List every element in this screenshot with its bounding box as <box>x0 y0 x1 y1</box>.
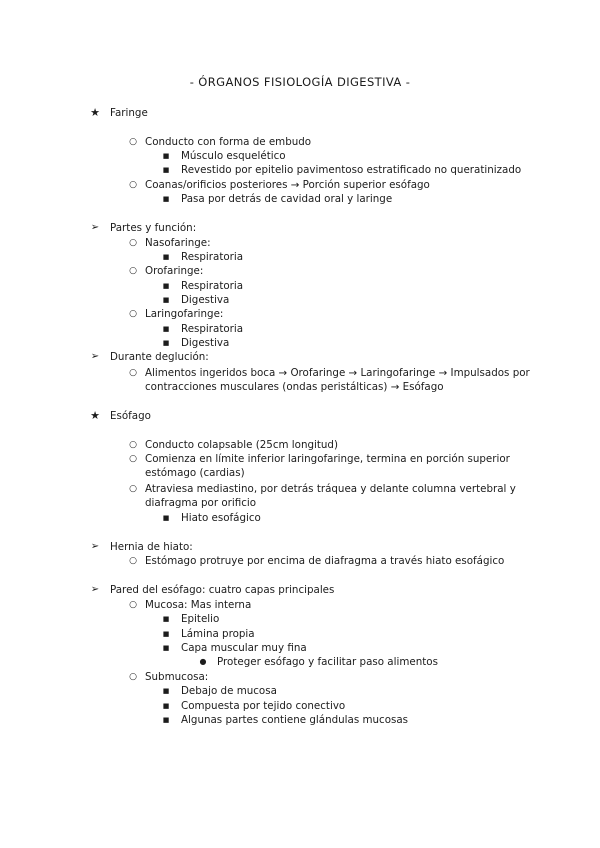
circle-bullet-icon: ○ <box>129 556 137 566</box>
circle-bullet-icon: ○ <box>129 309 137 319</box>
circle-bullet-icon: ○ <box>129 368 137 378</box>
square-bullet-icon: ■ <box>162 716 170 724</box>
square-bullet-icon: ■ <box>162 339 170 347</box>
square-bullet-icon: ■ <box>162 644 170 652</box>
list-item: Estómago protruye por encima de diafragma a través hiato esofágico <box>145 555 505 567</box>
list-item: Músculo esquelético <box>181 150 286 162</box>
circle-bullet-icon: ○ <box>129 137 137 147</box>
square-bullet-icon: ■ <box>162 296 170 304</box>
section-heading-esofago: Esófago <box>110 410 151 422</box>
arrow-bullet-icon: ➢ <box>90 222 100 233</box>
square-bullet-icon: ■ <box>162 514 170 522</box>
list-item: Mucosa: Mas interna <box>145 599 252 611</box>
list-item: Atraviesa mediastino, por detrás tráquea y delante columna vertebral y <box>145 483 516 495</box>
list-item: Epitelio <box>181 613 220 625</box>
star-bullet-icon: ★ <box>90 106 100 119</box>
arrow-bullet-icon: ➢ <box>90 584 100 595</box>
list-item-continuation: diafragma por orificio <box>145 497 257 509</box>
circle-bullet-icon: ○ <box>129 238 137 248</box>
list-item: Debajo de mucosa <box>181 685 277 697</box>
dot-bullet-icon: ● <box>199 657 207 666</box>
circle-bullet-icon: ○ <box>129 180 137 190</box>
circle-bullet-icon: ○ <box>129 440 137 450</box>
square-bullet-icon: ■ <box>162 253 170 261</box>
list-item: Revestido por epitelio pavimentoso estratificado no queratinizado <box>181 164 522 176</box>
list-item: Respiratoria <box>181 251 244 263</box>
arrow-bullet-icon: ➢ <box>90 351 100 362</box>
list-item: Coanas/orificios posteriores → Porción superior esófago <box>145 179 430 191</box>
list-item: Proteger esófago y facilitar paso alimentos <box>217 656 438 668</box>
square-bullet-icon: ■ <box>162 152 170 160</box>
square-bullet-icon: ■ <box>162 325 170 333</box>
list-item: Submucosa: <box>145 671 209 683</box>
circle-bullet-icon: ○ <box>129 484 137 494</box>
arrow-bullet-icon: ➢ <box>90 541 100 552</box>
square-bullet-icon: ■ <box>162 615 170 623</box>
list-item: Respiratoria <box>181 280 244 292</box>
page-title: - ÓRGANOS FISIOLOGÍA DIGESTIVA - <box>189 75 411 89</box>
section-heading-partes: Partes y función: <box>110 222 197 234</box>
list-item: Digestiva <box>181 294 230 306</box>
square-bullet-icon: ■ <box>162 702 170 710</box>
list-item: Capa muscular muy fina <box>181 642 307 654</box>
circle-bullet-icon: ○ <box>129 672 137 682</box>
section-heading-deglucion: Durante deglución: <box>110 351 209 363</box>
list-item: Alimentos ingeridos boca → Orofaringe → Laringofaringe → Impulsados por <box>145 367 530 379</box>
list-item: Conducto con forma de embudo <box>145 136 312 148</box>
square-bullet-icon: ■ <box>162 630 170 638</box>
star-bullet-icon: ★ <box>90 409 100 422</box>
list-item: Respiratoria <box>181 323 244 335</box>
square-bullet-icon: ■ <box>162 282 170 290</box>
list-item: Laringofaringe: <box>145 308 224 320</box>
square-bullet-icon: ■ <box>162 195 170 203</box>
circle-bullet-icon: ○ <box>129 454 137 464</box>
list-item: Comienza en límite inferior laringofaringe, termina en porción superior <box>145 453 510 465</box>
list-item: Algunas partes contiene glándulas mucosas <box>181 714 409 726</box>
square-bullet-icon: ■ <box>162 166 170 174</box>
list-item: Digestiva <box>181 337 230 349</box>
list-item: Nasofaringe: <box>145 237 211 249</box>
list-item: Conducto colapsable (25cm longitud) <box>145 439 338 451</box>
section-heading-faringe: Faringe <box>110 107 148 119</box>
list-item-continuation: estómago (cardias) <box>145 467 245 479</box>
circle-bullet-icon: ○ <box>129 600 137 610</box>
list-item-continuation: contracciones musculares (ondas peristálticas) → Esófago <box>145 381 444 393</box>
list-item: Orofaringe: <box>145 265 204 277</box>
list-item: Compuesta por tejido conectivo <box>181 700 346 712</box>
list-item: Lámina propia <box>181 628 255 640</box>
list-item: Hiato esofágico <box>181 512 261 524</box>
square-bullet-icon: ■ <box>162 687 170 695</box>
list-item: Pasa por detrás de cavidad oral y laringe <box>181 193 393 205</box>
section-heading-hernia: Hernia de hiato: <box>110 541 193 553</box>
section-heading-pared: Pared del esófago: cuatro capas principales <box>110 584 335 596</box>
circle-bullet-icon: ○ <box>129 266 137 276</box>
